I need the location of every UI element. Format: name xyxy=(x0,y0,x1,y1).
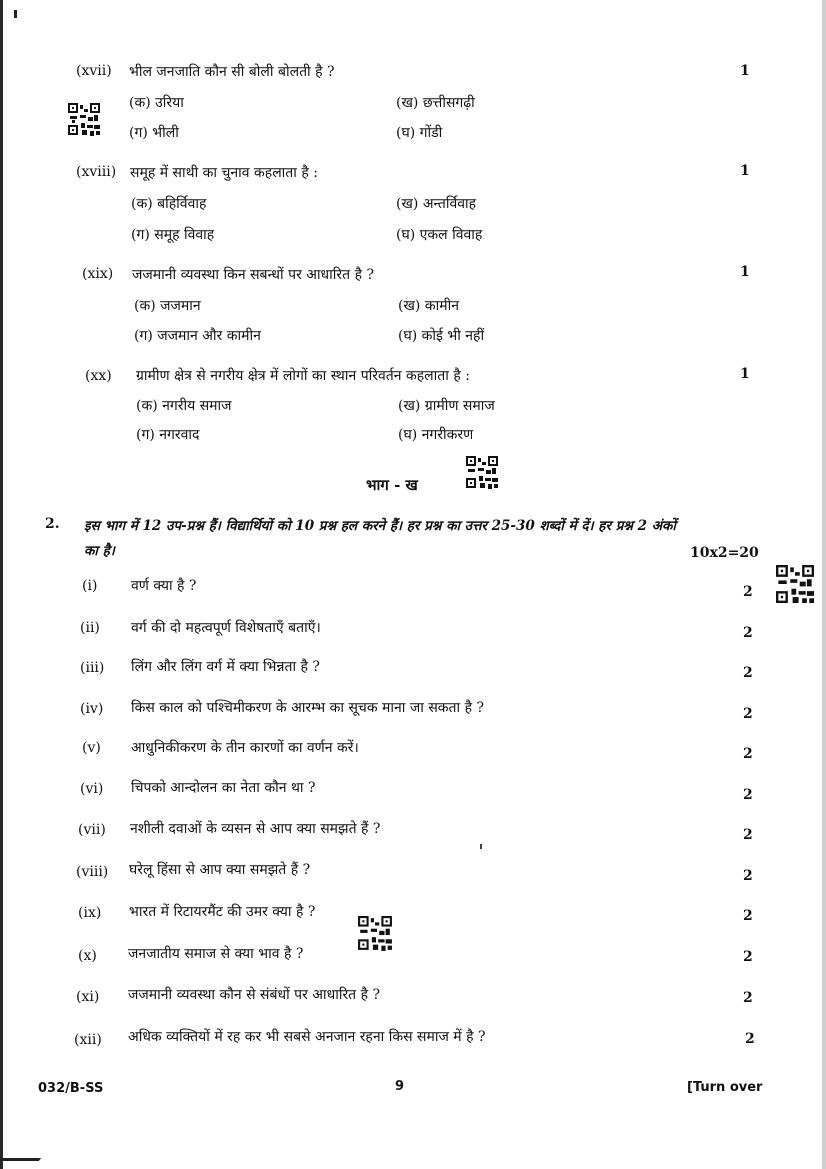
option-b: (ख) ग्रामीण समाज xyxy=(398,398,495,414)
subq-marks: 2 xyxy=(743,625,753,641)
subq-number: (i) xyxy=(82,578,98,594)
q2-total-marks: 10x2=20 xyxy=(690,545,759,561)
subq-text: घरेलू हिंसा से आप क्या समझते हैं ? xyxy=(129,862,311,878)
subq-text: किस काल को पश्चिमीकरण के आरम्भ का सूचक माना जा सकता है ? xyxy=(131,700,484,716)
subq-marks: 2 xyxy=(743,868,753,884)
option-d: (घ) नगरीकरण xyxy=(398,427,474,443)
q2-instruction xyxy=(84,516,724,534)
question-number: (xx) xyxy=(85,368,112,384)
subq-marks: 2 xyxy=(743,949,753,965)
subq-text: अधिक व्यक्तियों में रह कर भी सबसे अनजान रहना किस समाज में है ? xyxy=(128,1029,486,1045)
subq-marks: 2 xyxy=(743,990,753,1006)
question-marks: 1 xyxy=(740,163,750,179)
turn-over: [Turn over xyxy=(687,1080,763,1095)
option-b: (ख) कामीन xyxy=(398,298,459,314)
option-c: (ग) जजमान और कामीन xyxy=(134,328,261,344)
section-heading: भाग - ख xyxy=(366,476,418,494)
subq-text: वर्ण क्या है ? xyxy=(131,578,197,594)
subq-text: जनजातीय समाज से क्या भाव है ? xyxy=(128,946,304,962)
option-c: (ग) समूह विवाह xyxy=(131,227,215,243)
subq-text: जजमानी व्यवस्था कौन से संबंधों पर आधारित है ? xyxy=(128,987,381,1003)
option-a: (क) बहिर्विवाह xyxy=(131,196,207,212)
subq-text: आधुनिकीकरण के तीन कारणों का वर्णन करें। xyxy=(131,740,359,756)
question-marks: 1 xyxy=(740,366,750,382)
subq-marks: 2 xyxy=(743,665,753,681)
question-text: समूह में साथी का चुनाव कहलाता है : xyxy=(130,165,318,181)
subq-number: (x) xyxy=(78,948,97,964)
option-a: (क) जजमान xyxy=(134,298,201,314)
option-a: (क) उरिया xyxy=(129,95,184,111)
subq-number: (vii) xyxy=(78,822,106,838)
subq-marks: 2 xyxy=(743,584,753,600)
subq-number: (ii) xyxy=(80,620,100,636)
scan-left-edge xyxy=(0,0,3,1169)
subq-marks: 2 xyxy=(743,746,753,762)
question-text: भील जनजाति कौन सी बोली बोलती है ? xyxy=(129,64,335,80)
subq-number: (xi) xyxy=(76,989,100,1005)
subq-number: (xii) xyxy=(74,1032,102,1048)
option-b: (ख) अन्तर्विवाह xyxy=(396,196,477,212)
paper-code: 032/B-SS xyxy=(38,1081,104,1096)
option-c: (ग) भीली xyxy=(129,125,179,141)
qr-code-icon xyxy=(68,103,100,137)
option-d: (घ) कोई भी नहीं xyxy=(398,328,485,344)
qr-code-icon xyxy=(466,456,498,490)
question-marks: 1 xyxy=(740,264,750,280)
option-d: (घ) एकल विवाह xyxy=(396,227,483,243)
subq-number: (ix) xyxy=(78,905,102,921)
question-text: जजमानी व्यवस्था किन सबन्धों पर आधारित है ? xyxy=(132,267,374,283)
subq-number: (iii) xyxy=(80,660,105,676)
q2-instruction-line1: इस भाग में 12 उप-प्रश्न हैं। विद्यार्थियों को 10 प्रश्न हल करने हैं। हर प्रश्न का उत्तर 25-30 शब्दों में दें। हर प्रश्न 2 अंकों xyxy=(84,518,676,534)
subq-marks: 2 xyxy=(745,1031,755,1047)
qr-code-icon xyxy=(358,916,392,952)
subq-text: चिपको आन्दोलन का नेता कौन था ? xyxy=(131,780,316,796)
qr-code-icon xyxy=(776,565,814,603)
subq-text: वर्ग की दो महत्वपूर्ण विशेषताएँ बताएँ। xyxy=(131,620,321,636)
scan-bottom-mark xyxy=(0,1158,41,1161)
question-text: ग्रामीण क्षेत्र से नगरीय क्षेत्र में लोगों का स्थान परिवर्तन कहलाता है : xyxy=(136,368,470,384)
subq-number: (viii) xyxy=(76,864,109,880)
q2-instruction-line2: का है। xyxy=(84,543,115,559)
option-b: (ख) छत्तीसगढ़ी xyxy=(396,95,475,111)
subq-marks: 2 xyxy=(743,706,753,722)
option-c: (ग) नगरवाद xyxy=(136,427,200,443)
q2-number: 2. xyxy=(45,516,60,532)
subq-number: (v) xyxy=(82,740,101,756)
stray-mark xyxy=(480,844,482,849)
option-d: (घ) गोंडी xyxy=(396,125,443,141)
subq-marks: 2 xyxy=(743,908,753,924)
page-number: 9 xyxy=(395,1079,405,1094)
scan-right-edge xyxy=(822,0,826,1169)
scan-dot xyxy=(14,10,17,18)
subq-number: (iv) xyxy=(80,701,104,717)
question-number: (xvii) xyxy=(76,63,112,79)
subq-text: नशीली दवाओं के व्यसन से आप क्या समझते हैं ? xyxy=(130,821,381,837)
question-marks: 1 xyxy=(740,63,750,79)
subq-marks: 2 xyxy=(743,827,753,843)
subq-number: (vi) xyxy=(80,781,104,797)
question-number: (xviii) xyxy=(76,164,117,180)
option-a: (क) नगरीय समाज xyxy=(136,398,232,414)
subq-text: भारत में रिटायरमैंट की उमर क्या है ? xyxy=(129,904,316,920)
subq-marks: 2 xyxy=(743,787,753,803)
subq-text: लिंग और लिंग वर्ग में क्या भिन्नता है ? xyxy=(131,659,320,675)
question-number: (xix) xyxy=(82,266,114,282)
